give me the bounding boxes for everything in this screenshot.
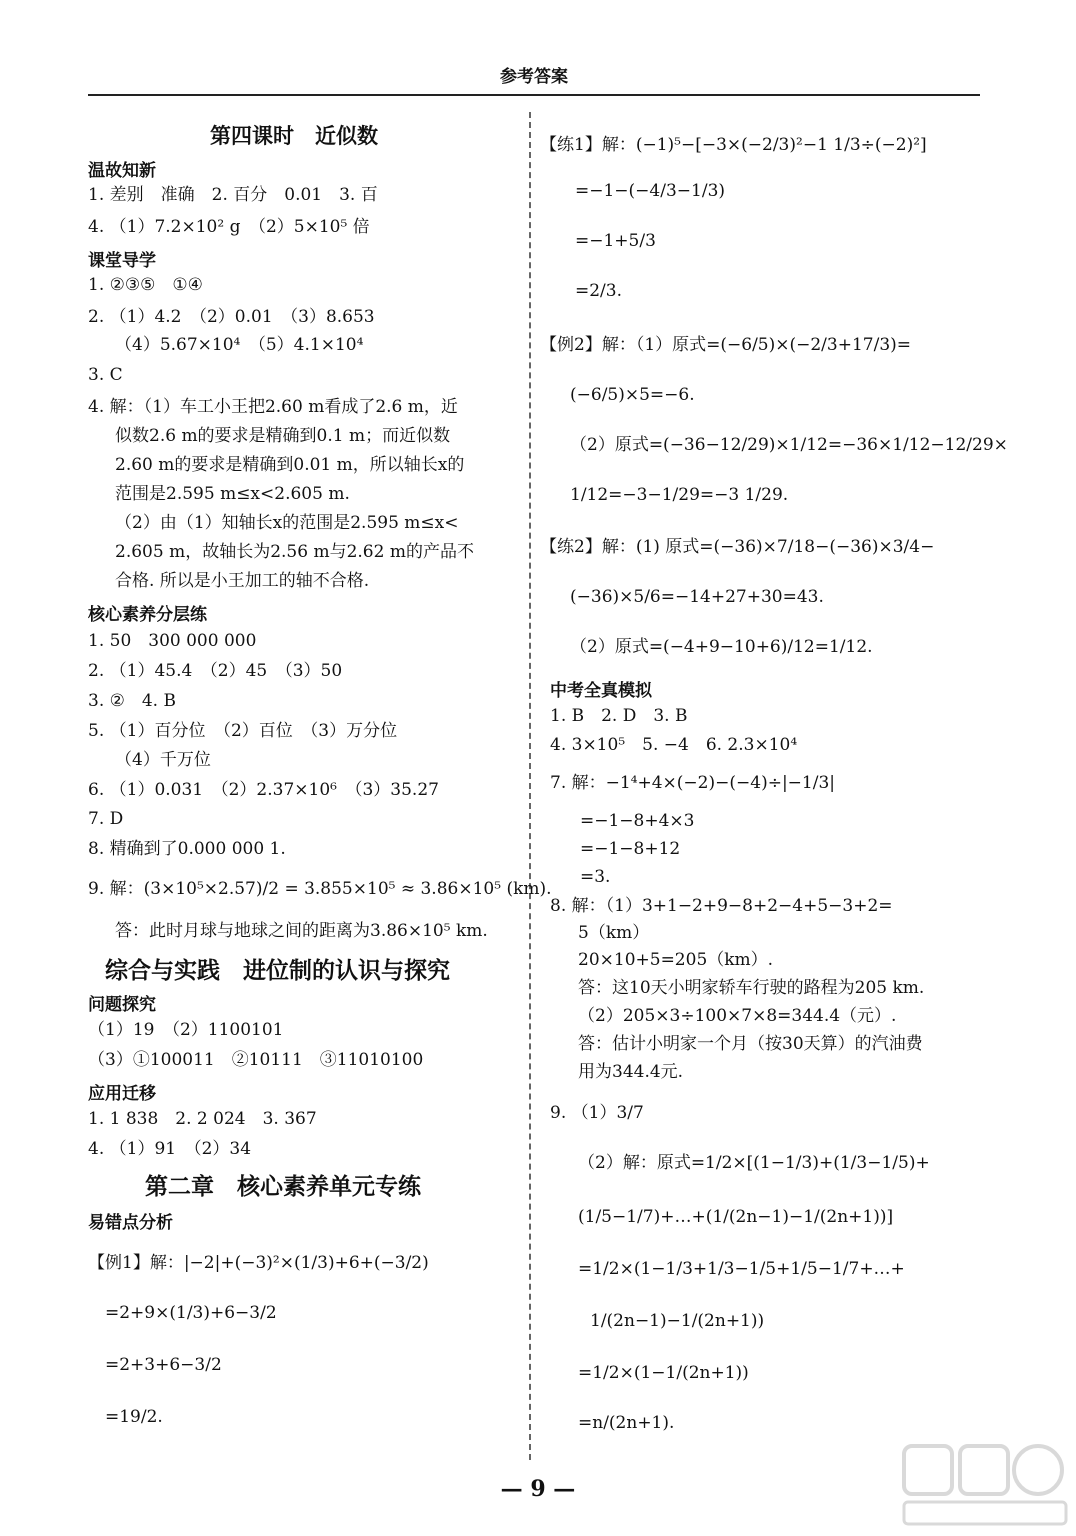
text-line: 4. （1）7.2×10² g （2）5×10⁵ 倍: [88, 217, 370, 237]
text-line: 4. 解：（1）车工小王把2.60 m看成了2.6 m，近: [88, 397, 458, 417]
text-line: =19/2.: [105, 1407, 163, 1427]
text-line: 合格. 所以是小王加工的轴不合格.: [115, 571, 370, 591]
text-line: 2.605 m，故轴长为2.56 m与2.62 m的产品不: [115, 542, 474, 562]
text-line: 9. （1）3/7: [550, 1103, 644, 1123]
text-line: 8. 解：（1）3+1−2+9−8+2−4+5−3+2=: [550, 896, 893, 916]
section-heading: 第四课时 近似数: [210, 123, 378, 148]
section-heading: 中考全真模拟: [550, 681, 652, 701]
text-line: 1. 差别 准确 2. 百分 0.01 3. 百: [88, 185, 378, 205]
text-line: 1. 1 838 2. 2 024 3. 367: [88, 1109, 317, 1129]
text-line: （2）原式=(−4+9−10+6)/12=1/12.: [570, 637, 873, 657]
text-line: =2+3+6−3/2: [105, 1355, 222, 1375]
text-line: =2+9×(1/3)+6−3/2: [105, 1303, 277, 1323]
section-heading: 应用迁移: [88, 1084, 156, 1104]
watermark-logo: [900, 1440, 1070, 1530]
header-rule: [88, 94, 980, 96]
text-line: 7. D: [88, 809, 124, 829]
column-divider: [529, 112, 531, 1460]
text-line: （4）5.67×10⁴ （5）4.1×10⁴: [115, 335, 364, 355]
text-line: 6. （1）0.031 （2）2.37×10⁶ （3）35.27: [88, 780, 439, 800]
running-header: 参考答案: [500, 67, 568, 87]
text-line: （1）19 （2）1100101: [88, 1020, 284, 1040]
text-line: 【例1】解：|−2|+(−3)²×(1/3)+6+(−3/2): [88, 1253, 429, 1273]
text-line: (−6/5)×5=−6.: [570, 385, 695, 405]
text-line: 5. （1）百分位 （2）百位 （3）万分位: [88, 721, 398, 741]
text-line: 3. ② 4. B: [88, 691, 176, 711]
section-heading: 第二章 核心素养单元专练: [145, 1173, 421, 1200]
section-heading: 问题探究: [88, 995, 156, 1015]
text-line: （2）解：原式=1/2×[(1−1/3)+(1/3−1/5)+: [578, 1153, 930, 1173]
text-line: 答：此时月球与地球之间的距离为3.86×10⁵ km.: [115, 921, 488, 941]
text-line: 4. （1）91 （2）34: [88, 1139, 252, 1159]
text-line: 【练1】解：(−1)⁵−[−3×(−2/3)²−1 1/3÷(−2)²]: [540, 135, 927, 155]
section-heading: 易错点分析: [88, 1213, 173, 1233]
text-line: （2）由（1）知轴长x的范围是2.595 m≤x<: [115, 513, 459, 533]
text-line: =1/2×(1−1/(2n+1)): [578, 1363, 749, 1383]
text-line: 【例2】解：（1）原式=(−6/5)×(−2/3+17/3)=: [540, 335, 912, 355]
text-line: 3. C: [88, 365, 123, 385]
text-line: 5（km）: [578, 923, 650, 943]
text-line: =−1+5/3: [575, 231, 656, 251]
section-heading: 核心素养分层练: [88, 605, 207, 625]
text-line: =1/2×(1−1/3+1/3−1/5+1/5−1/7+…+: [578, 1259, 905, 1279]
text-line: 用为344.4元.: [578, 1062, 684, 1082]
text-line: （2）原式=(−36−12/29)×1/12=−36×1/12−12/29×: [570, 435, 1008, 455]
text-line: 1/12=−3−1/29=−3 1/29.: [570, 485, 789, 505]
text-line: 范围是2.595 m≤x<2.605 m.: [115, 484, 350, 504]
text-line: 9. 解：(3×10⁵×2.57)/2 = 3.855×10⁵ ≈ 3.86×10⁵ (km).: [88, 879, 552, 899]
text-line: 答：估计小明家一个月（按30天算）的汽油费: [578, 1034, 923, 1054]
text-line: （3）①100011 ②10111 ③11010100: [88, 1050, 424, 1070]
text-line: 【练2】解：(1) 原式=(−36)×7/18−(−36)×3/4−: [540, 537, 935, 557]
text-line: =2/3.: [575, 281, 623, 301]
text-line: 1. 50 300 000 000: [88, 631, 257, 651]
section-heading: 综合与实践 进位制的认识与探究: [105, 957, 450, 984]
text-line: （2）205×3÷100×7×8=344.4（元）.: [578, 1006, 897, 1026]
section-heading: 课堂导学: [88, 251, 156, 271]
text-line: 4. 3×10⁵ 5. −4 6. 2.3×10⁴: [550, 735, 798, 755]
section-heading: 温故知新: [88, 161, 156, 181]
text-line: 答：这10天小明家轿车行驶的路程为205 km.: [578, 978, 925, 998]
text-line: 似数2.6 m的要求是精确到0.1 m；而近似数: [115, 426, 451, 446]
text-line: 1/(2n−1)−1/(2n+1)): [590, 1311, 765, 1331]
text-line: 2. （1）45.4 （2）45 （3）50: [88, 661, 343, 681]
text-line: (1/5−1/7)+…+(1/(2n−1)−1/(2n+1))]: [578, 1207, 894, 1227]
page-number: — 9 —: [500, 1476, 576, 1502]
text-line: =3.: [580, 867, 611, 887]
text-line: 1. B 2. D 3. B: [550, 706, 688, 726]
text-line: (−36)×5/6=−14+27+30=43.: [570, 587, 824, 607]
text-line: 1. ②③⑤ ①④: [88, 275, 203, 295]
text-line: 20×10+5=205（km）.: [578, 950, 774, 970]
text-line: =−1−(−4/3−1/3): [575, 181, 726, 201]
text-line: =−1−8+12: [580, 839, 681, 859]
text-line: 7. 解：−1⁴+4×(−2)−(−4)÷|−1/3|: [550, 773, 835, 793]
text-line: =−1−8+4×3: [580, 811, 695, 831]
text-line: 2.60 m的要求是精确到0.01 m，所以轴长x的: [115, 455, 465, 475]
text-line: （4）千万位: [115, 750, 211, 770]
text-line: 2. （1）4.2 （2）0.01 （3）8.653: [88, 307, 375, 327]
text-line: 8. 精确到了0.000 000 1.: [88, 839, 286, 859]
text-line: =n/(2n+1).: [578, 1413, 675, 1433]
